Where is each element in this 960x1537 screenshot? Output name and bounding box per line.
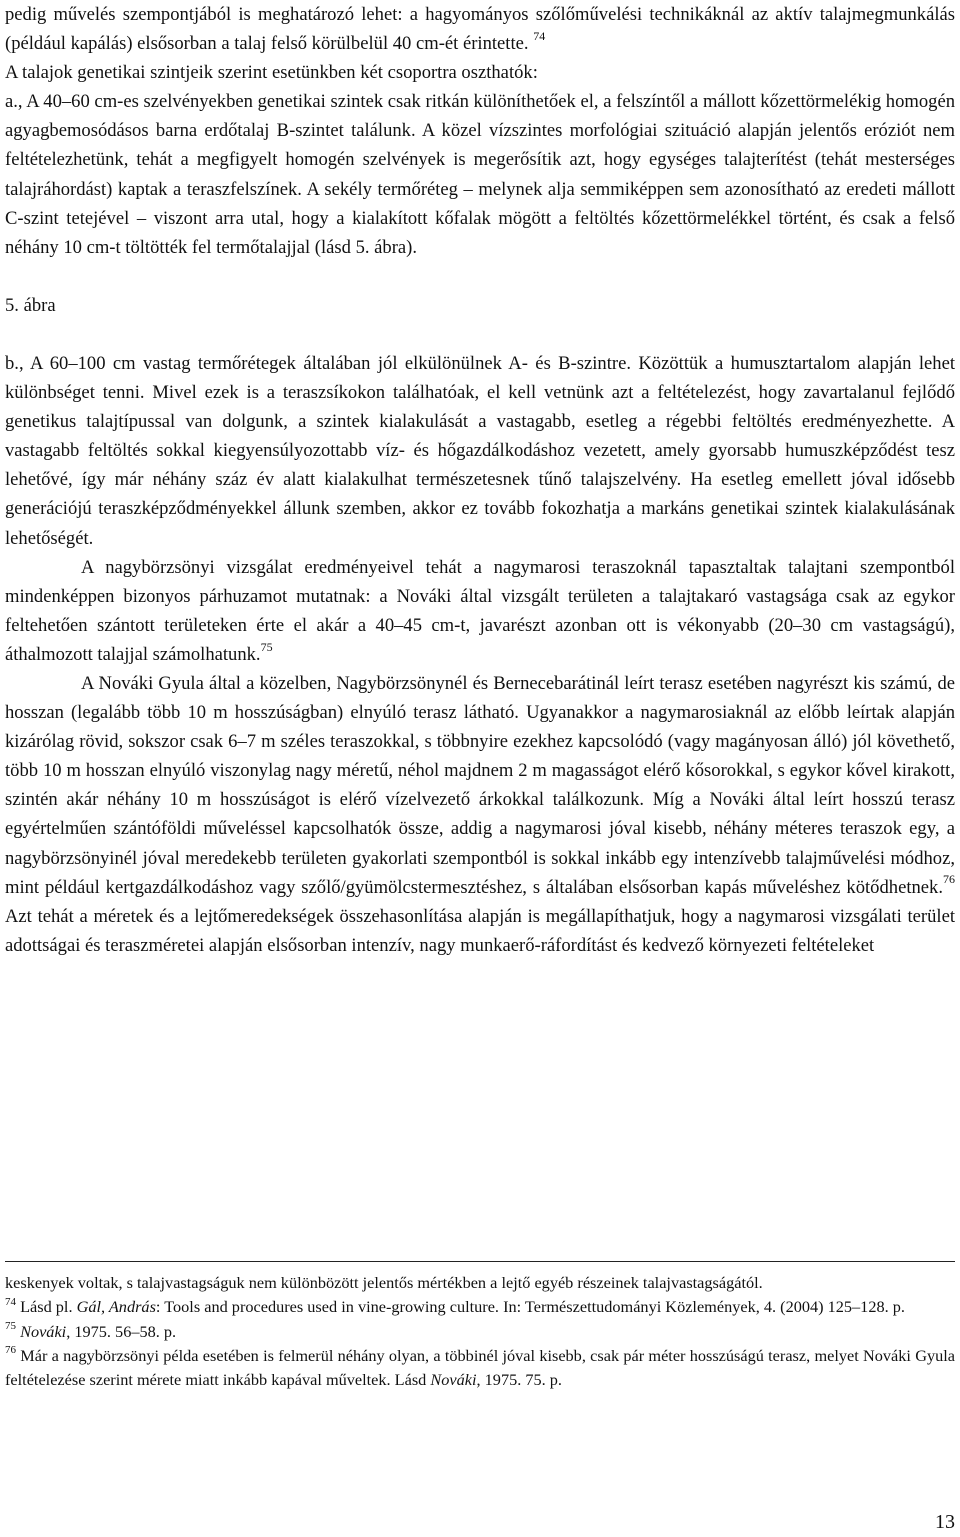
spacer xyxy=(5,262,955,291)
paragraph-1 xyxy=(5,0,955,58)
footnote-74-prefix: Lásd pl. xyxy=(16,1297,77,1317)
paragraph-b: b., A 60–100 cm vastag termőrétegek általában jól elkülönülnek A- és B-szintre. Közöttük a humusztartalom alapján lehet különbséget tenni. Mivel ezek is a teraszsíkokon találhatóak, el kell vetnünk azt a feltételezést, hogy zavartalanul fejlődő genetikus talajtípussal van dolgunk, a szintek kialakulását a vastagabb, esetleg a régebbi feltöltés eredményezhette. A vastagabb feltöltés sokkal kiegyensúlyozottabb víz- és hőgazdálkodáshoz vezetett, amely gyorsabb humuszképződést tesz lehetővé, így már néhány száz év alatt kialakulhat természetesnek tűnő talajszelvény. Ha esetleg emellett jóval idősebb generációjú teraszképződményekkel állunk szemben, akkor ez tovább fokozhatja a markáns genetikai szintek kialakulásának lehetőségét. xyxy=(5,352,955,549)
document-page xyxy=(5,0,955,960)
footnote-76-text: Már a nagybörzsönyi példa esetében is felmerül néhány olyan, a többinél jóval kisebb, csak pár méter hosszúságú terasz, melyet Nováki Gyula feltételezése szerint mérete miatt inkább kapával műveltek. Lásd xyxy=(5,1345,955,1390)
paragraph-6 xyxy=(5,669,955,960)
footnote-75 xyxy=(5,1320,955,1344)
footnote-74 xyxy=(5,1295,955,1319)
paragraph-1-text: pedig művelés szempontjából is meghatározó lehet: a hagyományos szőlőművelési technikáknál az aktív talajmegmunkálás (például kapálás) elsősorban a talaj felső körülbelül 40 cm-ét érintette. xyxy=(5,4,955,55)
footnote-ref-75[interactable]: 75 xyxy=(260,639,273,654)
body-text xyxy=(5,0,955,960)
footnote-number-75: 75 xyxy=(5,1320,16,1333)
paragraph-5-text: A nagybörzsönyi vizsgálat eredményeivel tehát a nagymarosi teraszoknál tapasztaltak talajtani szempontból mindenképpen bizonyos párhuzamot mutatnak: a Nováki által vizsgált területen a talajtakaró vastagsága csak az egykor feltehetően szántott területeken érte el akár a 40–45 cm-t, javarészt azonban ott is vékonyabb (20–30 cm vastagságú), áthalmozott talajjal számolhatunk. xyxy=(5,556,955,665)
paragraph-a: a., A 40–60 cm-es szelvényekben genetikai szintek csak ritkán különíthetőek el, a felszíntől a mállott kőzettörmelékig homogén agyagbemosódásos barna erdőtalaj B-szintet találunk. A közel vízszintes morfológiai szituáció alapján jelentős eróziót nem feltételezhetünk, tehát a megfigyelt homogén szelvények is megerősítik azt, hogy egységes talajterítést (tehát mesterséges talajráhordást) kaptak a teraszfelszínek. A sekély termőréteg – melynek alja semmiképpen sem azonosítható az eredeti mállott C-szint tetejével – viszont arra utal, hogy a kialakított kőfalak mögött a feltöltés kőzettörmelékkel történt, és csak a felső néhány 10 cm-t töltötték fel termőtalajjal (lásd 5. ábra). xyxy=(5,91,955,258)
footnote-76-rest: , 1975. 75. p. xyxy=(476,1370,562,1390)
figure-label: 5. ábra xyxy=(5,294,56,316)
footnotes xyxy=(5,1271,955,1392)
footnote-number-74: 74 xyxy=(5,1295,16,1308)
footnote-ref-74[interactable]: 74 xyxy=(533,28,546,43)
footnote-75-rest: , 1975. 56–58. p. xyxy=(66,1321,177,1341)
paragraph-2: A talajok genetikai szintjeik szerint esetünkben két csoportra oszthatók: xyxy=(5,62,538,84)
footnote-76 xyxy=(5,1344,955,1393)
footnote-separator xyxy=(5,1261,955,1262)
paragraph-6-text-a: A Nováki Gyula által a közelben, Nagybörzsönynél és Bernecebarátinál leírt terasz esetében nagyrészt kis számú, de hosszan (legalább több 10 m hosszúságban) elnyúló terasz látható. Ugyanakkor a nagymarosiaknál az előbb leírtak alapján kizárólag rövid, sokszor csak 6–7 m széles teraszokkal, s többnyire ezekhez kapcsolódó (vagy magányosan álló) jól követhető, több 10 m hosszan elnyúló viszonylag nagy méretű, néhol majdnem 2 m magasságot elérő kősorokkal, s egykor kővel kirakott, szintén akár néhány 10 m hosszúságot is elérő vízelvezető árkokkal találkozunk. Míg a Nováki által leírt hosszú terasz egyértelműen szántóföldi műveléssel kapcsolhatók össze, addig a nagymarosi jóval kisebb, néhány méteres teraszok egy, a nagybörzsönyinél jóval meredekebb területen gyakorlati szempontból is sokkal inkább egy intenzívebb talajművelési módhoz, mint például kertgazdálkodáshoz vagy szőlő/gyümölcstermesztéshez, s általában elsősorban kapás műveléshez kötődhetnek. xyxy=(5,672,955,898)
footnote-76-author: Nováki xyxy=(430,1370,477,1390)
page-number: 13 xyxy=(935,1511,955,1533)
footnote-74-rest: : Tools and procedures used in vine-growing culture. In: Természettudományi Közlemények, 4. (2004) 125–128. p. xyxy=(155,1297,905,1317)
footnote-75-author: Nováki xyxy=(20,1321,67,1341)
paragraph-6-text-b: Azt tehát a méretek és a lejtőmeredekségek összehasonlítása alapján is megállapíthatjuk, hogy a nagymarosi vizsgálati terület adottságai és teraszméretei alapján elsősorban intenzív, nagy munkaerő-ráfordítást és kedvező környezeti feltételeket xyxy=(5,905,955,956)
spacer xyxy=(5,320,955,349)
footnote-continued: keskenyek voltak, s talajvastagságuk nem különbözött jelentős mértékben a lejtő egyéb részeinek talajvastagságától. xyxy=(5,1273,763,1292)
paragraph-5 xyxy=(5,553,955,669)
footnote-number-76: 76 xyxy=(5,1344,16,1357)
footnote-ref-76[interactable]: 76 xyxy=(943,872,955,887)
footnote-74-author: Gál, András xyxy=(76,1297,156,1317)
